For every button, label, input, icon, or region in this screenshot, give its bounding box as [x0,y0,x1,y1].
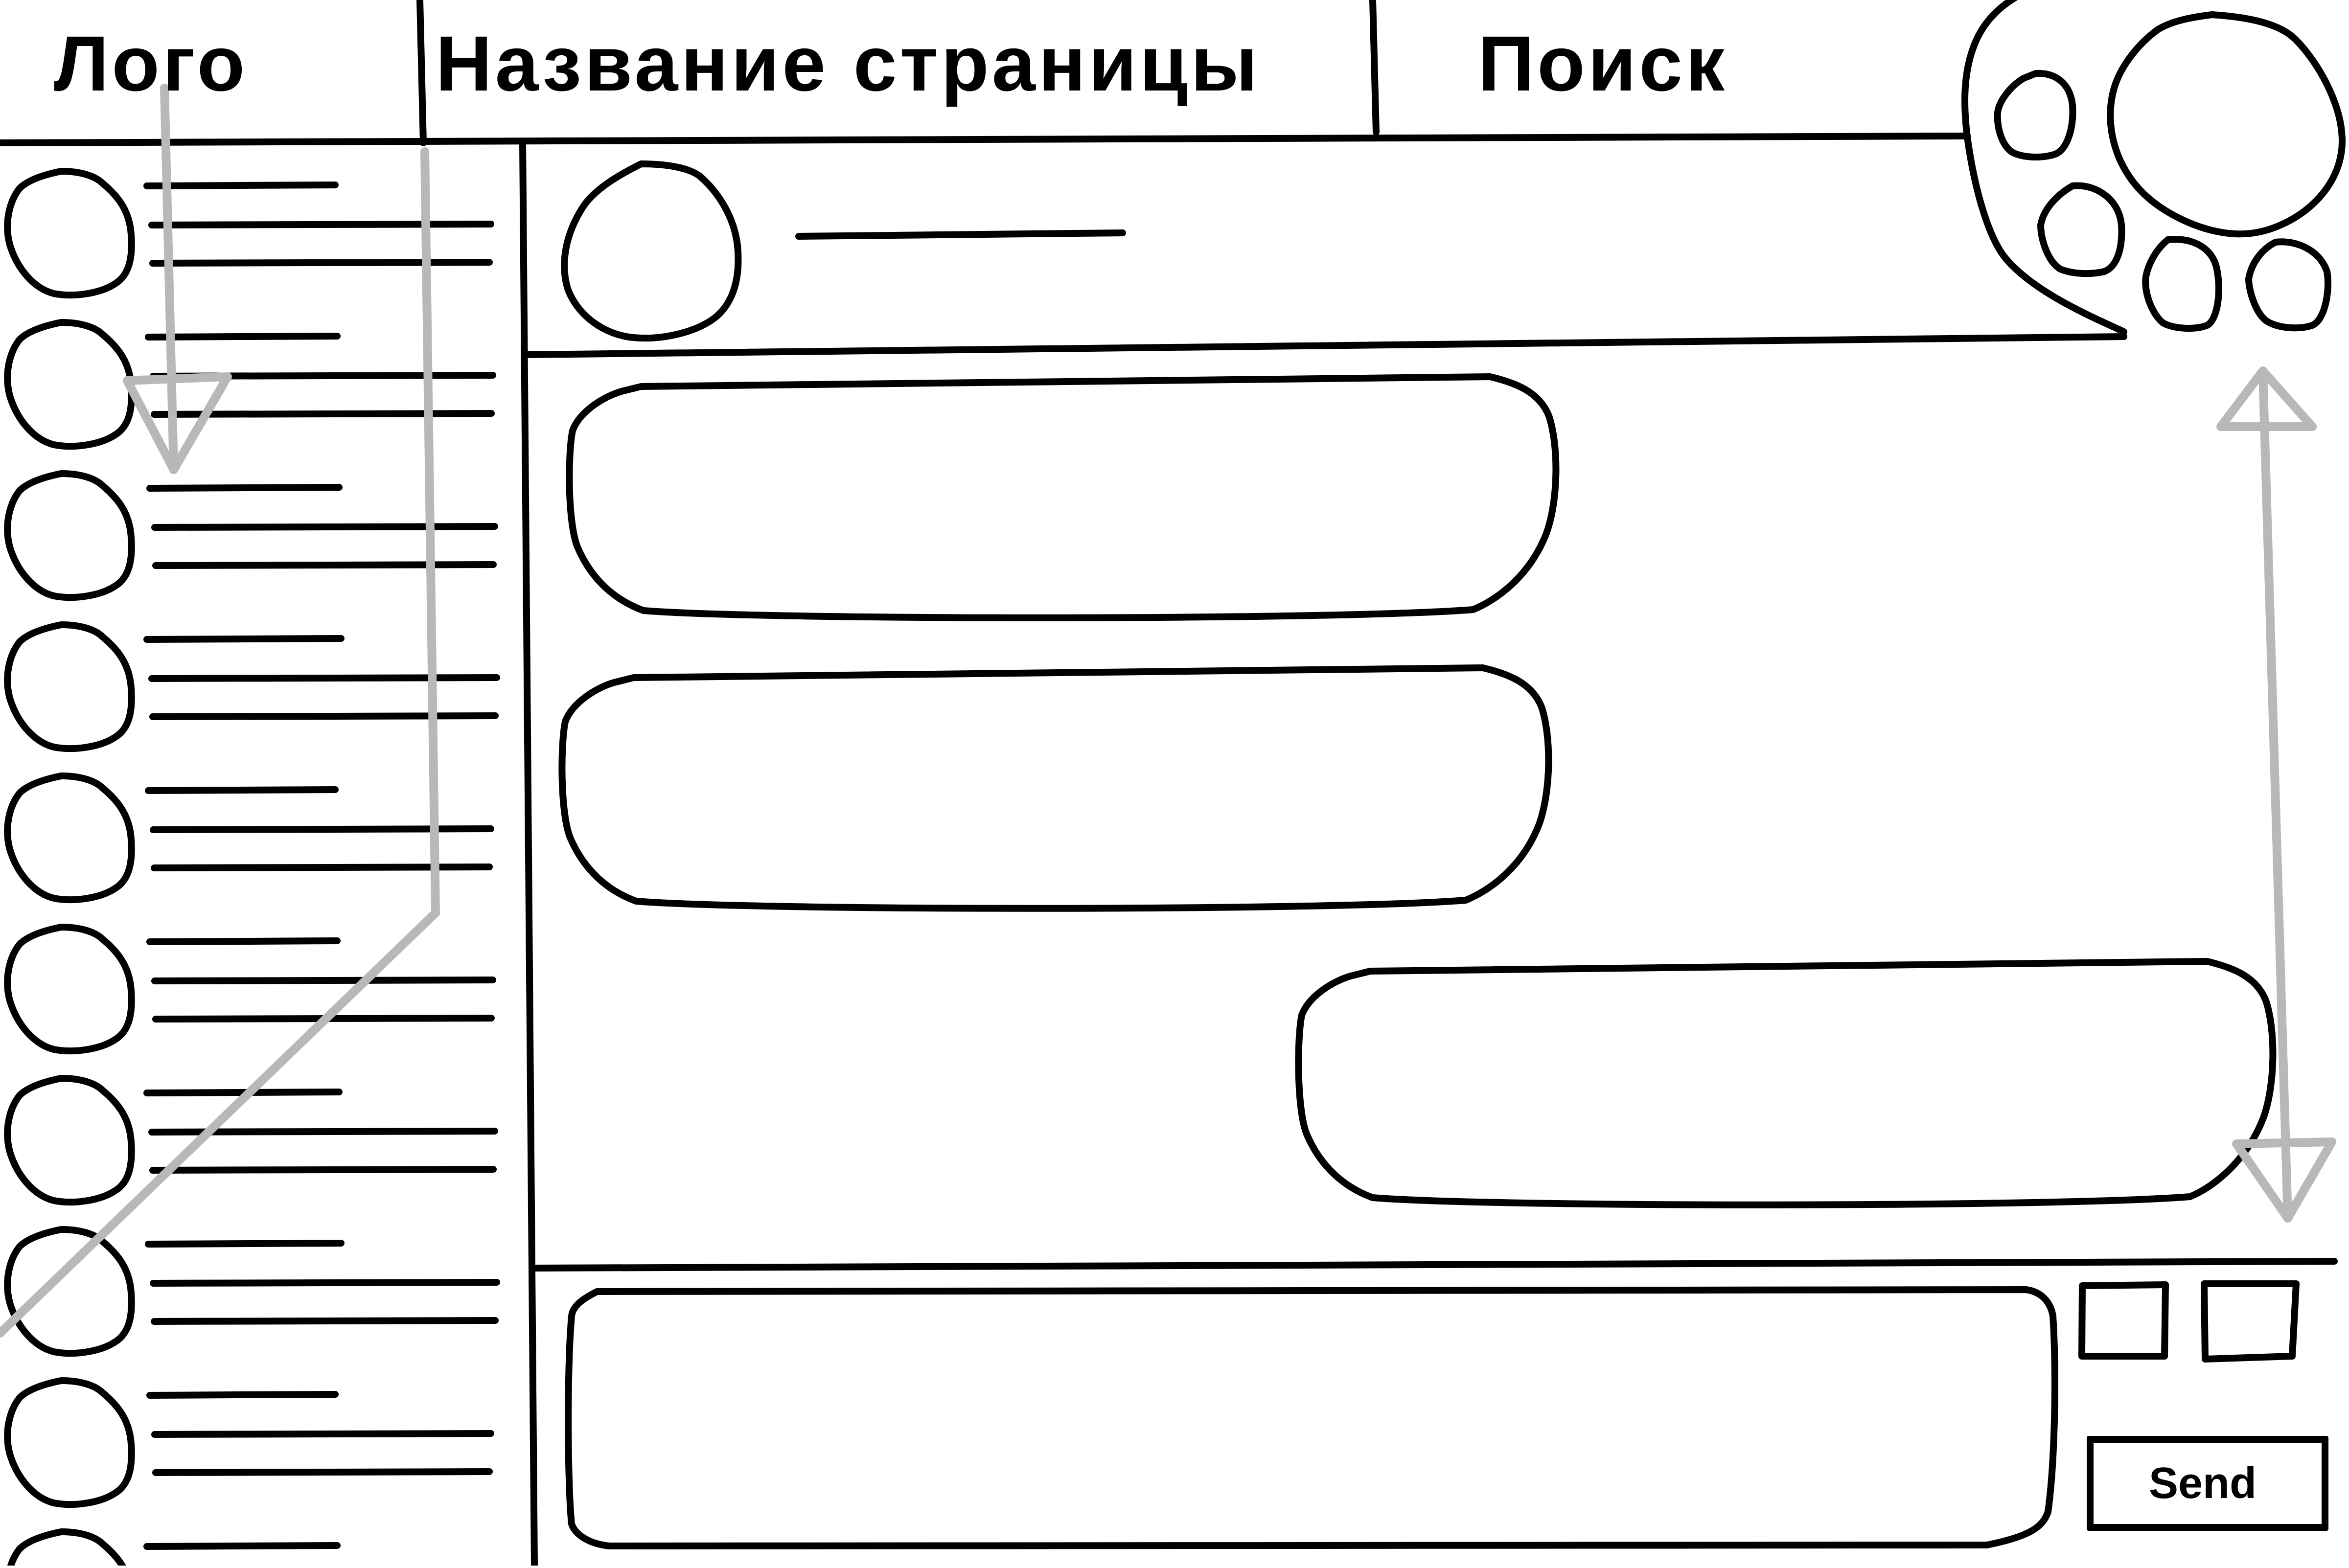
contact-name-placeholder [150,487,339,488]
send-button[interactable]: Send [2087,1436,2328,1531]
contact-message-preview-2 [156,565,493,566]
notifications-icon[interactable] [2145,239,2219,328]
logo[interactable]: Лого [54,20,248,107]
contact-list-item[interactable] [7,474,495,597]
contact-message-preview [155,526,495,527]
contact-message-preview-2 [156,1472,489,1473]
contact-name-placeholder [148,790,335,791]
contact-name-placeholder [150,941,337,942]
message-input[interactable] [568,1290,2055,1546]
resize-guide-line [425,152,436,913]
incoming-message-bubble [569,377,1556,618]
contact-message-preview [153,1282,497,1283]
incoming-message-bubble [562,668,1548,909]
contact-message-preview-2 [153,716,495,717]
contact-avatar[interactable] [7,776,132,900]
user-avatar-icon[interactable] [2110,15,2342,234]
chat-partner-name-placeholder [799,233,1123,236]
contact-list-item[interactable] [7,927,493,1051]
status-online-icon[interactable] [1998,73,2073,157]
composer-divider [533,1261,2334,1268]
contact-avatar[interactable] [7,1532,132,1566]
contact-message-preview-2 [153,262,489,263]
header-bottom-line [0,136,1967,143]
contact-name-placeholder [147,1545,337,1546]
contact-list-item[interactable] [7,1381,491,1504]
contact-name-placeholder [148,1243,341,1244]
contact-name-placeholder [148,336,337,337]
attach-file-button[interactable] [2082,1285,2165,1356]
message-thread [562,377,2273,1205]
scroll-down-arrow-icon [127,377,228,470]
contact-list[interactable] [7,171,497,1566]
chat-header-divider [525,337,2124,355]
contact-avatar[interactable] [7,1381,132,1504]
status-away-icon[interactable] [2041,185,2121,273]
page-title: Название страницы [436,20,1261,107]
contact-avatar[interactable] [7,171,132,295]
contact-name-placeholder [150,1394,335,1395]
header-divider-1 [420,0,423,143]
emoji-button[interactable] [2204,1284,2296,1359]
chat-partner-avatar[interactable] [564,164,738,338]
profile-avatars[interactable] [1998,15,2342,328]
contact-message-preview-2 [153,1169,493,1170]
messages-icon[interactable] [2249,242,2328,328]
outgoing-message-bubble [1298,961,2273,1205]
contact-avatar[interactable] [7,1229,132,1353]
search-link[interactable]: Поиск [1478,20,1728,107]
contact-name-placeholder [147,185,335,186]
contact-list-item[interactable] [7,171,491,295]
resize-guide-diagonal [0,913,436,1333]
contact-avatar[interactable] [7,474,132,597]
contact-list-item[interactable] [7,1229,497,1353]
contact-avatar[interactable] [7,322,132,446]
annotation-layer [0,88,2332,1333]
contact-message-preview [152,224,491,225]
contact-message-preview [153,829,491,830]
contact-avatar[interactable] [7,625,132,749]
contact-avatar[interactable] [7,927,132,1051]
contact-message-preview [152,678,497,679]
contact-list-item[interactable] [7,1532,493,1566]
contact-avatar[interactable] [7,1078,132,1202]
contact-list-item[interactable] [7,625,497,749]
contact-message-preview-2 [154,1320,495,1321]
profile-menu-outline [1965,0,2124,332]
contact-message-preview [155,1433,491,1434]
contact-message-preview [155,980,493,981]
header-divider-2 [1373,0,1376,132]
contact-list-item[interactable] [7,322,493,446]
contact-list-item[interactable] [7,776,491,900]
contact-name-placeholder [147,638,341,639]
